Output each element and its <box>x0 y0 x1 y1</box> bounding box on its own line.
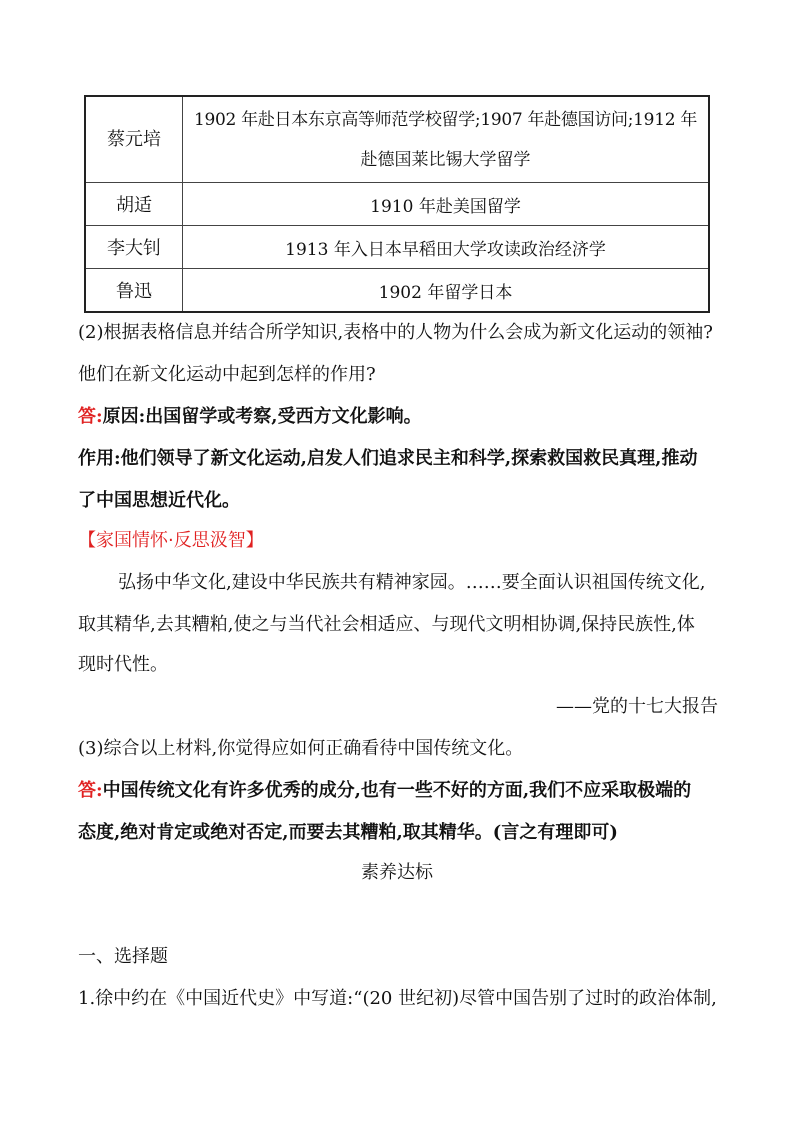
q2-question-line: (2)根据表格信息并结合所学知识,表格中的人物为什么会成为新文化运动的领袖? <box>78 322 713 343</box>
q2-answer-line: 了中国思想近代化。 <box>78 490 240 511</box>
question-1: 1.徐中约在《中国近代史》中写道:“(20 世纪初)尽管中国告别了过时的政治体制, <box>78 988 717 1009</box>
person-info: 1913 年入日本早稻田大学攻读政治经济学 <box>183 226 710 269</box>
quote-line: 现时代性。 <box>78 654 168 675</box>
q2-question-line: 他们在新文化运动中起到怎样的作用? <box>78 364 376 385</box>
section-title: 【家国情怀·反思汲智】 <box>78 530 264 551</box>
answer-text: 中国传统文化有许多优秀的成分,也有一些不好的方面,我们不应采取极端的 <box>102 780 692 801</box>
q3-answer-line: 态度,绝对肯定或绝对否定,而要去其糟粕,取其精华。(言之有理即可) <box>78 822 618 843</box>
table-row <box>85 226 709 269</box>
person-info-line: 1902 年赴日本东京高等师范学校留学;1907 年赴德国访问;1912 年 <box>193 109 698 130</box>
answer-label: 答: <box>78 780 103 801</box>
q2-answer-line: 作用:他们领导了新文化运动,启发人们追求民主和科学,探索救国救民真理,推动 <box>78 448 698 469</box>
q3-answer <box>78 776 728 806</box>
table-row <box>85 183 709 226</box>
table-row <box>85 96 709 183</box>
table-row <box>85 269 709 313</box>
person-info: 1902 年留学日本 <box>183 269 710 313</box>
quote-line: 弘扬中华文化,建设中华民族共有精神家园。……要全面认识祖国传统文化, <box>118 572 706 593</box>
section-heading: 素养达标 <box>361 862 433 883</box>
q3-question: (3)综合以上材料,你觉得应如何正确看待中国传统文化。 <box>78 738 524 759</box>
person-name: 李大钊 <box>85 226 183 269</box>
person-name: 蔡元培 <box>85 96 183 183</box>
person-info <box>183 96 710 183</box>
q2-answer <box>78 402 728 432</box>
answer-label: 答: <box>78 406 103 427</box>
choice-section-title: 一、选择题 <box>78 946 168 967</box>
quote-line: 取其精华,去其糟粕,使之与当代社会相适应、与现代文明相协调,保持民族性,体 <box>78 614 695 635</box>
quote-source: ——党的十七大报告 <box>556 696 718 717</box>
leaders-table <box>84 95 710 313</box>
person-name: 胡适 <box>85 183 183 226</box>
answer-text: 原因:出国留学或考察,受西方文化影响。 <box>102 406 422 427</box>
person-name: 鲁迅 <box>85 269 183 313</box>
person-info-line: 赴德国莱比锡大学留学 <box>360 149 531 170</box>
person-info: 1910 年赴美国留学 <box>183 183 710 226</box>
